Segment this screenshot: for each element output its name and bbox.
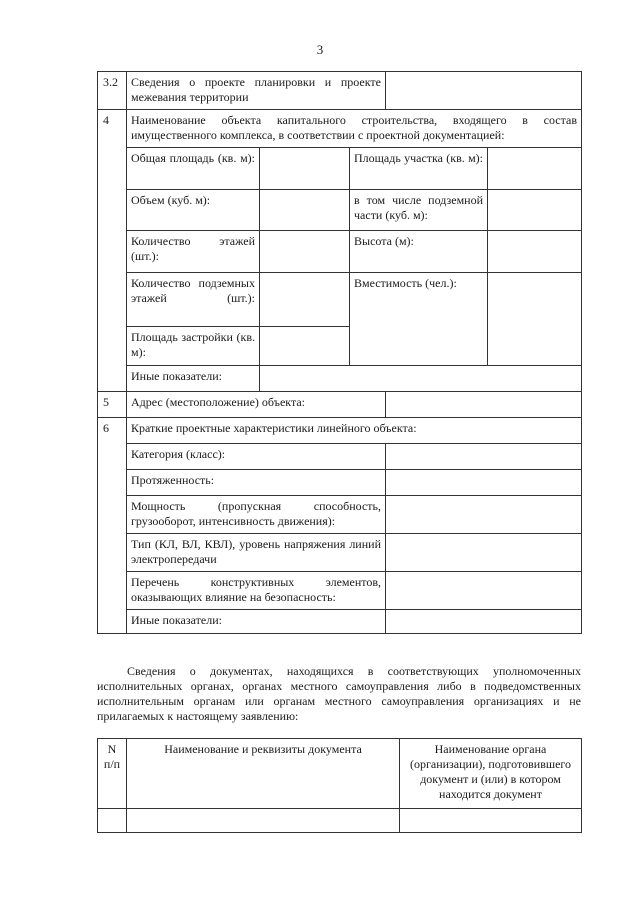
volume-label: Объем (куб. м): (127, 190, 260, 231)
docs-row-name[interactable] (127, 809, 400, 833)
row-5-label: Адрес (местоположение) объекта: (127, 392, 386, 418)
category-label: Категория (класс): (127, 444, 386, 470)
built-area-label: Площадь застройки (кв. м): (127, 327, 260, 366)
row-3-2-value[interactable] (386, 72, 582, 110)
built-area-value[interactable] (260, 327, 350, 366)
docs-row-number[interactable] (98, 809, 127, 833)
total-area-label: Общая площадь (кв. м): (127, 148, 260, 190)
line-type-label: Тип (КЛ, ВЛ, КВЛ), уровень напряжения линий электропередачи (127, 534, 386, 572)
floors-value[interactable] (260, 231, 350, 273)
structural-elements-value[interactable] (386, 572, 582, 610)
length-label: Протяженность: (127, 470, 386, 496)
documents-table (97, 738, 582, 833)
row-6-other-value[interactable] (386, 610, 582, 634)
page-number: 3 (316, 42, 324, 57)
floors-label: Количество этажей (шт.): (127, 231, 260, 273)
height-label: Высота (м): (350, 231, 488, 273)
docs-col-number: N п/п (98, 739, 127, 809)
underground-volume-value[interactable] (488, 190, 582, 231)
row-3-2-number: 3.2 (98, 72, 127, 110)
height-value[interactable] (488, 231, 582, 273)
main-table (97, 71, 582, 634)
documents-paragraph: Сведения о документах, находящихся в соответствующих уполномоченных исполнительных органах, органах местного самоуправления либо в подведомственных исполнительным органам или органам местного самоуправления организациях и не прилагаемых к настоящему заявлению: (97, 664, 581, 723)
underground-floors-value[interactable] (260, 273, 350, 327)
structural-elements-label: Перечень конструктивных элементов, оказывающих влияние на безопасность: (127, 572, 386, 610)
docs-col-name: Наименование и реквизиты документа (127, 739, 400, 809)
category-value[interactable] (386, 444, 582, 470)
plot-area-label: Площадь участка (кв. м): (350, 148, 488, 190)
power-value[interactable] (386, 496, 582, 534)
plot-area-value[interactable] (488, 148, 582, 190)
capacity-value[interactable] (488, 273, 582, 366)
row-3-2-label: Сведения о проекте планировки и проекте межевания территории (127, 72, 386, 110)
underground-floors-label: Количество подземных этажей (шт.): (127, 273, 260, 327)
length-value[interactable] (386, 470, 582, 496)
power-label: Мощность (пропускная способность, грузооборот, интенсивность движения): (127, 496, 386, 534)
volume-value[interactable] (260, 190, 350, 231)
row-5-number: 5 (98, 392, 127, 418)
row-4-number: 4 (98, 110, 127, 392)
row-4-other-label: Иные показатели: (127, 366, 260, 392)
row-4-other-value[interactable] (260, 366, 582, 392)
row-6-label: Краткие проектные характеристики линейного объекта: (127, 418, 582, 444)
row-6-number-cell (98, 444, 127, 634)
row-6-number: 6 (98, 418, 127, 444)
docs-row-org[interactable] (400, 809, 582, 833)
total-area-value[interactable] (260, 148, 350, 190)
row-5-value[interactable] (386, 392, 582, 418)
row-6-other-label: Иные показатели: (127, 610, 386, 634)
underground-volume-label: в том числе подземной части (куб. м): (350, 190, 488, 231)
line-type-value[interactable] (386, 534, 582, 572)
docs-col-org: Наименование органа (организации), подготовившего документ и (или) в котором находится документ (400, 739, 582, 809)
capacity-label: Вместимость (чел.): (350, 273, 488, 366)
row-4-label: Наименование объекта капитального строительства, входящего в состав имущественного комплекса, в соответствии с проектной документацией: (127, 110, 582, 148)
